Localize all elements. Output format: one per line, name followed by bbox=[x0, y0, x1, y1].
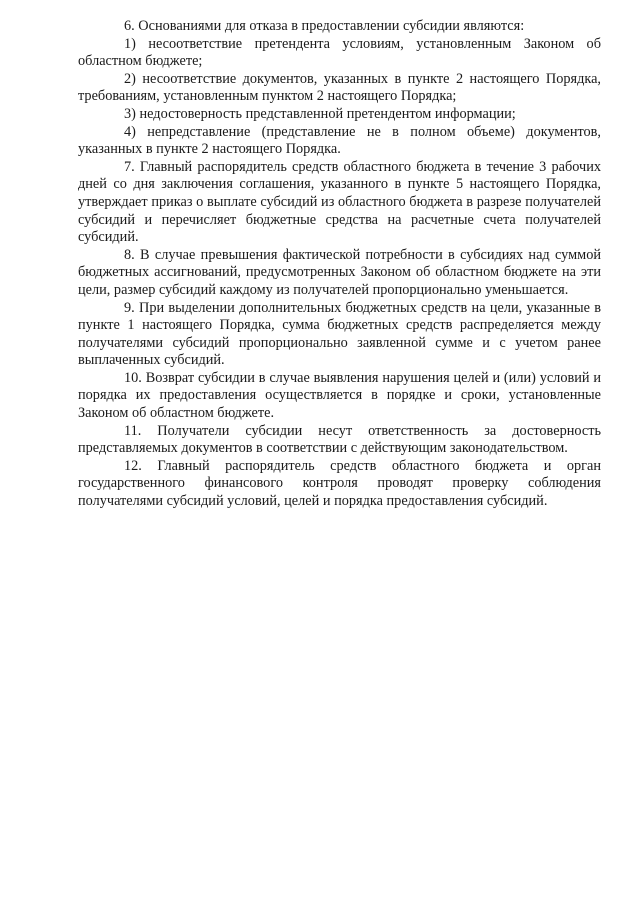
paragraph-6-refusal-grounds: 6. Основаниями для отказа в предоставлении субсидии являются: bbox=[124, 18, 525, 34]
paragraph-6-item-4: 4) непредставление (представление не в полном объеме) документов, указанных в пункте 2 настоящего Порядка. bbox=[78, 123, 601, 158]
paragraph-11: 11. Получатели субсидии несут ответственность за достоверность представляемых документов в соответствии с действующим законодательством. bbox=[78, 422, 601, 457]
paragraph-9: 9. При выделении дополнительных бюджетных средств на цели, указанные в пункте 1 настоящего Порядка, сумма бюджетных средств распределяется между получателями субсидий пропорционально заявленной сумме и с учетом ранее выплаченных субсидий. bbox=[78, 299, 601, 369]
paragraph-8: 8. В случае превышения фактической потребности в субсидиях над суммой бюджетных ассигнований, предусмотренных Законом об областном бюджете на эти цели, размер субсидий каждому из получателей пропорционально уменьшается. bbox=[78, 246, 601, 298]
paragraph-6-item-1: 1) несоответствие претендента условиям, установленным Законом об областном бюджете; bbox=[78, 35, 601, 70]
paragraph-6-item-2: 2) несоответствие документов, указанных в пункте 2 настоящего Порядка, требованиям, установленным пунктом 2 настоящего Порядка; bbox=[78, 70, 601, 105]
paragraph-6-item-3: 3) недостоверность представленной претендентом информации; bbox=[124, 105, 516, 122]
paragraph-7: 7. Главный распорядитель средств областного бюджета в течение 3 рабочих дней со дня заключения соглашения, указанного в пункте 5 настоящего Порядка, утверждает приказ о выплате субсидий из областного бюджета в разрезе получателей субсидий и перечисляет бюджетные средства на расчетные счета получателей субсидий. bbox=[78, 158, 601, 246]
paragraph-10: 10. Возврат субсидии в случае выявления нарушения целей и (или) условий и порядка их предоставления осуществляется в порядке и сроки, установленные Законом об областном бюджете. bbox=[78, 369, 601, 422]
document-body bbox=[78, 18, 601, 511]
paragraph-12: 12. Главный распорядитель средств областного бюджета и орган государственного финансового контроля проводят проверку соблюдения получателями субсидий условий, целей и порядка предоставления субсидий. bbox=[78, 457, 601, 510]
